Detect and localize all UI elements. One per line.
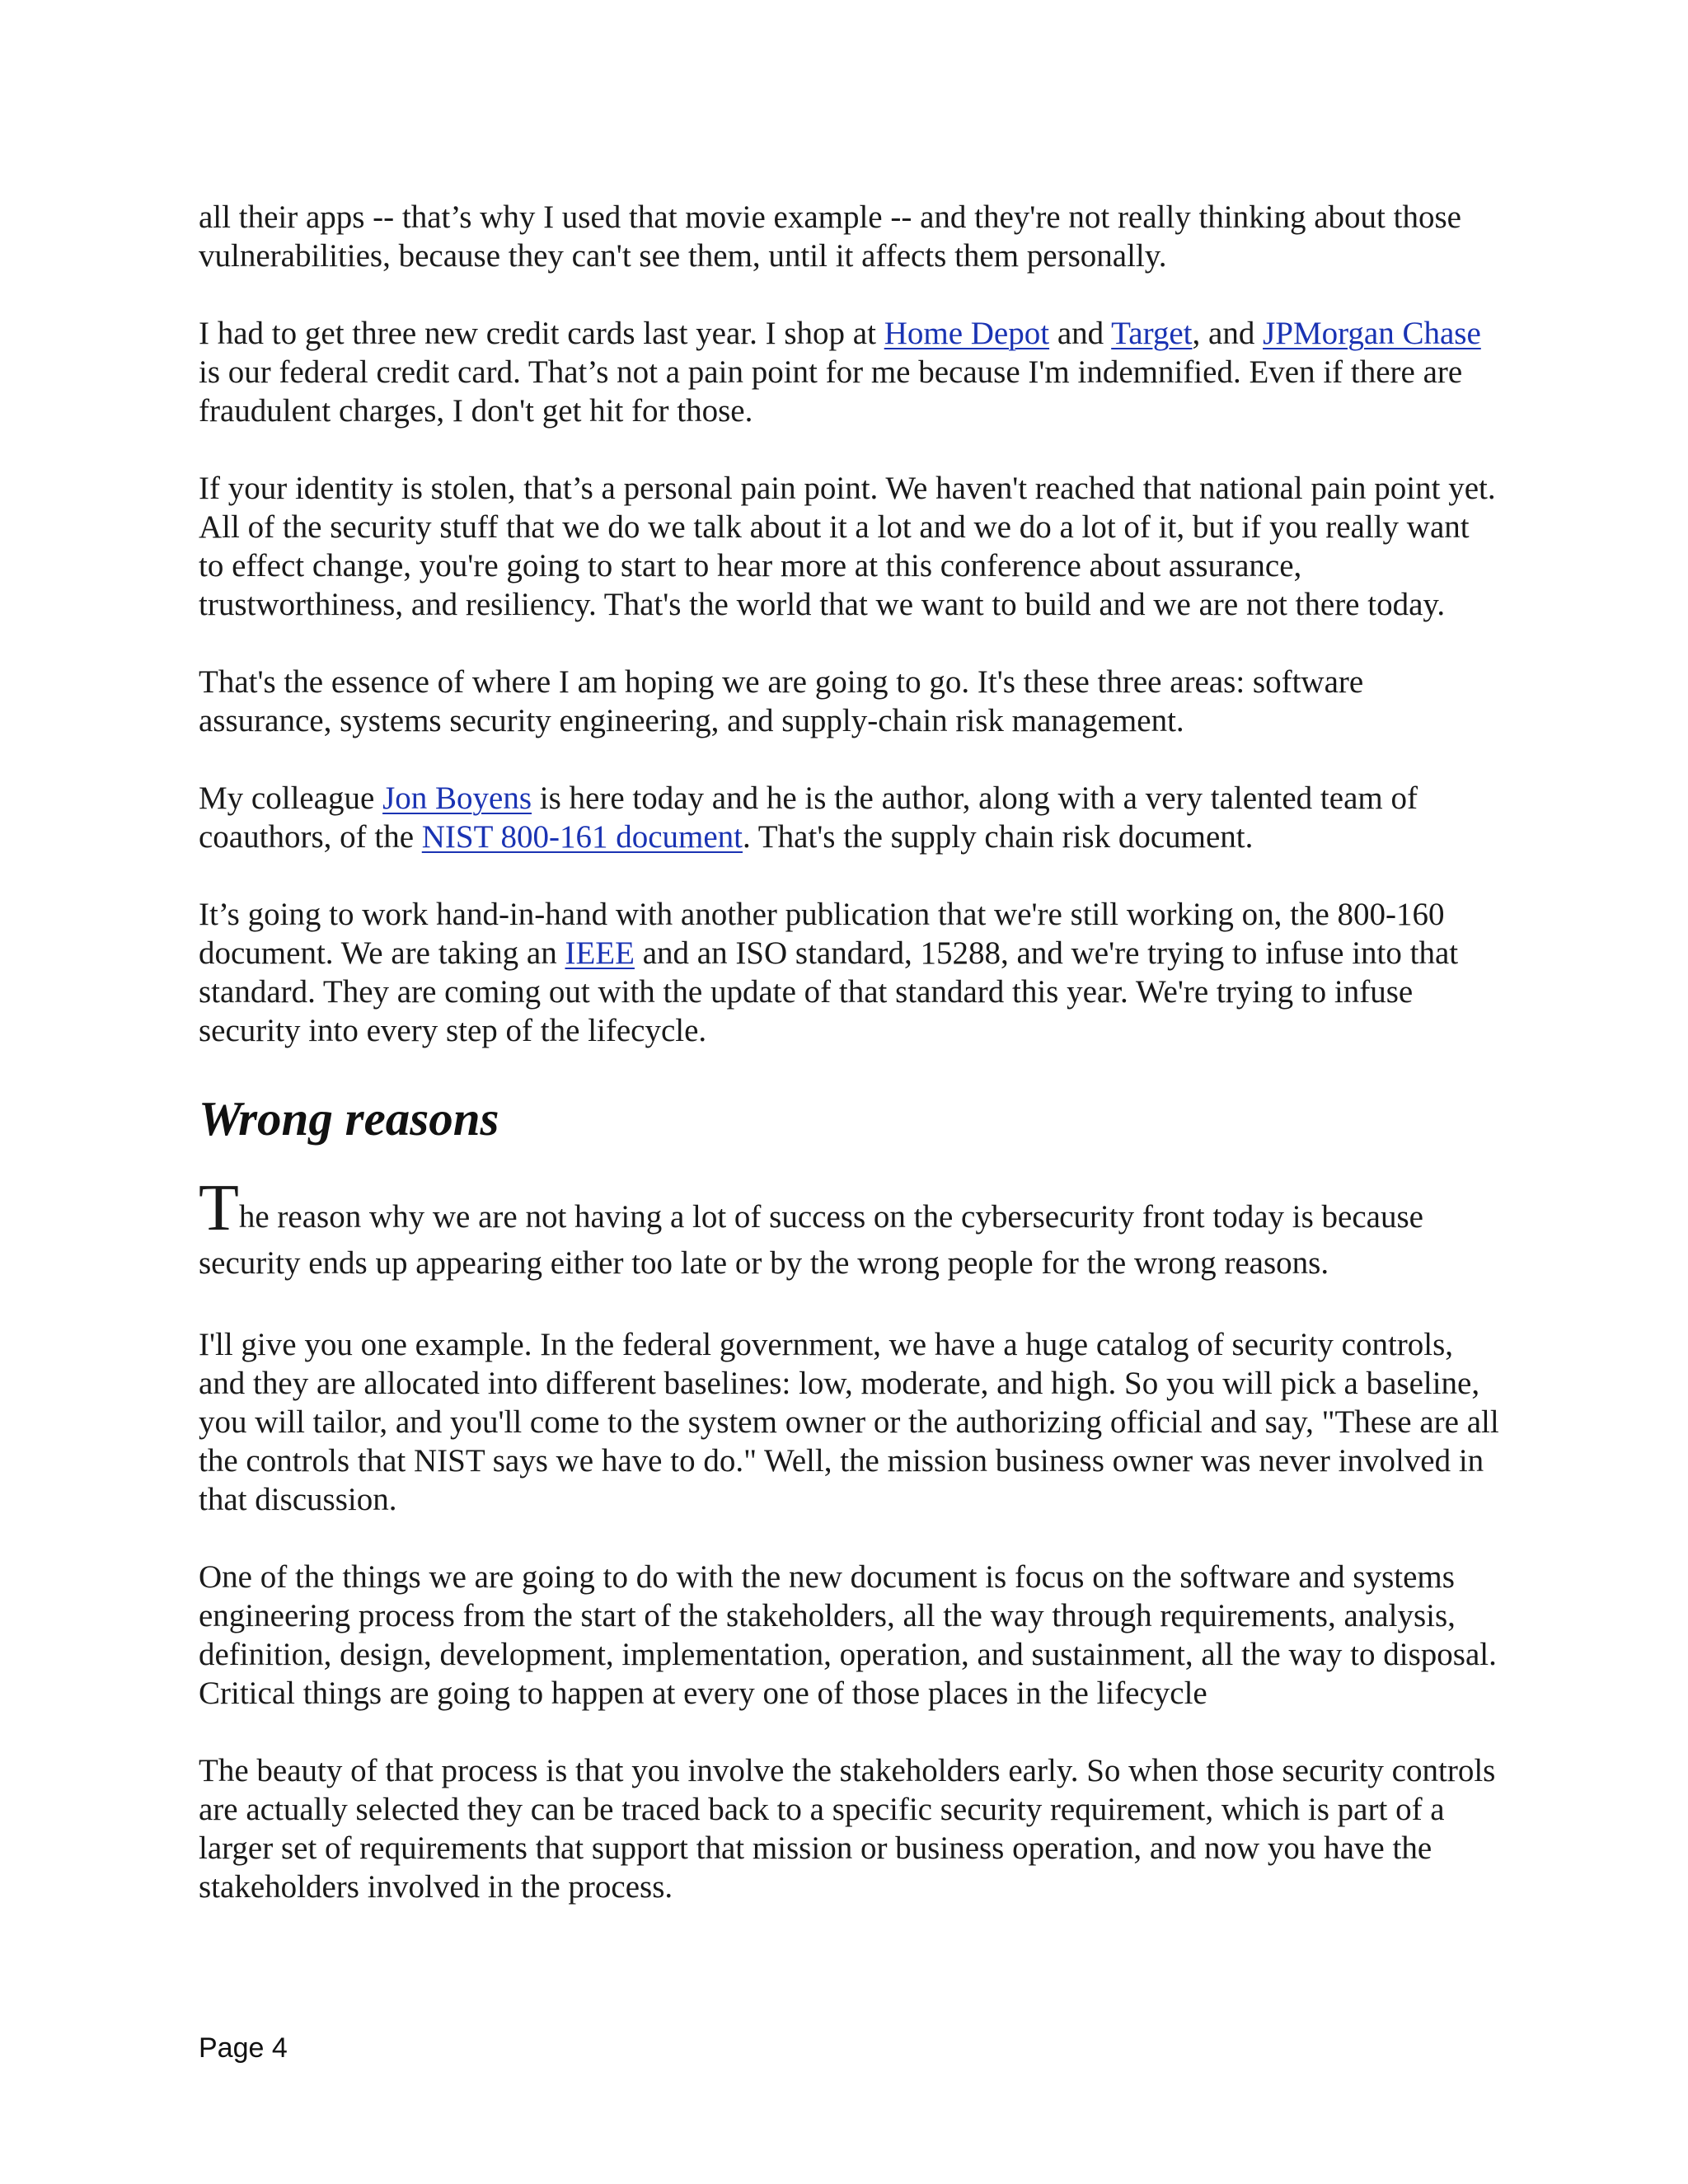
section-heading-wrong-reasons: Wrong reasons bbox=[199, 1091, 499, 1146]
paragraph-text: One of the things we are going to do with the new document is focus on the software and systems engineering process from the start of the stakeholders, all the way through requirements, analysis, definition, design, development, implementation, operation, and sustainment, all the way to disposal. Critical things are going to happen at every one of those places in the lifecycle bbox=[199, 1559, 1497, 1711]
paragraph-reason-why bbox=[199, 1172, 1501, 1286]
page-number: Page 4 bbox=[199, 2032, 288, 2064]
paragraph-text: is our federal credit card. That’s not a pain point for me because I'm indemnified. Even if there are fraudulent charges, I don't get hit for those. bbox=[199, 354, 1463, 429]
jpmorgan-chase-link[interactable]: JPMorgan Chase bbox=[1263, 316, 1481, 351]
home-depot-link[interactable]: Home Depot bbox=[884, 316, 1050, 351]
paragraph-text: all their apps -- that’s why I used that movie example -- and they're not really thinking about those vulnerabilities, because they can't see them, until it affects them personally. bbox=[199, 199, 1461, 274]
paragraph-text: is here today and he is the author, along with a very talented team of coauthors, of the bbox=[199, 780, 1418, 855]
document-body bbox=[199, 198, 1501, 1945]
paragraph-essence bbox=[199, 663, 1501, 740]
paragraph-example bbox=[199, 1325, 1501, 1519]
paragraph-new-document bbox=[199, 1558, 1501, 1713]
paragraph-identity-stolen bbox=[199, 469, 1501, 624]
paragraph-text: I had to get three new credit cards last year. I shop at bbox=[199, 316, 884, 351]
drop-cap: T bbox=[199, 1172, 239, 1244]
paragraph-text: My colleague bbox=[199, 780, 383, 816]
paragraph-text: and bbox=[1049, 316, 1112, 351]
paragraph-colleague bbox=[199, 779, 1501, 856]
paragraph-apps-vulnerabilities bbox=[199, 198, 1501, 275]
paragraph-text: I'll give you one example. In the federal government, we have a huge catalog of security controls, and they are allocated into different baselines: low, moderate, and high. So you will pick a baseline, you will tailor, and you'll come to the system owner or the authorizing official and say, "These are all the controls that NIST says we have to do." Well, the mission business owner was never involved in that discussion. bbox=[199, 1327, 1499, 1517]
paragraph-credit-cards bbox=[199, 314, 1501, 430]
paragraph-beauty bbox=[199, 1751, 1501, 1906]
jon-boyens-link[interactable]: Jon Boyens bbox=[382, 780, 532, 816]
paragraph-text: It’s going to work hand-in-hand with another publication that we're still working on, the 800-160 document. We are taking an bbox=[199, 897, 1445, 971]
paragraph-text: . That's the supply chain risk document. bbox=[743, 819, 1254, 855]
ieee-link[interactable]: IEEE bbox=[565, 935, 635, 971]
target-link[interactable]: Target bbox=[1111, 316, 1193, 351]
nist-800-161-link[interactable]: NIST 800-161 document bbox=[421, 819, 743, 855]
paragraph-text: , and bbox=[1192, 316, 1264, 351]
paragraph-text: That's the essence of where I am hoping we are going to go. It's these three areas: software assurance, systems security engineering, and supply-chain risk management. bbox=[199, 664, 1364, 738]
paragraph-text: If your identity is stolen, that’s a personal pain point. We haven't reached that national pain point yet. All of the security stuff that we do we talk about it a lot and we do a lot of it, but if you really want to effect change, you're going to start to hear more at this conference about assurance, trustworthiness, and resiliency. That's the world that we want to build and we are not there today. bbox=[199, 471, 1496, 622]
paragraph-text: The beauty of that process is that you involve the stakeholders early. So when those security controls are actually selected they can be traced back to a specific security requirement, which is part of a larger set of requirements that support that mission or business operation, and now you have the stakeholders involved in the process. bbox=[199, 1753, 1496, 1905]
paragraph-hand-in-hand bbox=[199, 895, 1501, 1050]
paragraph-text: he reason why we are not having a lot of success on the cybersecurity front today is because security ends up appearing either too late or by the wrong people for the wrong reasons. bbox=[199, 1199, 1423, 1281]
paragraph-text: and an ISO standard, 15288, and we're trying to infuse into that standard. They are coming out with the update of that standard this year. We're trying to infuse security into every step of the lifecycle. bbox=[199, 935, 1459, 1048]
